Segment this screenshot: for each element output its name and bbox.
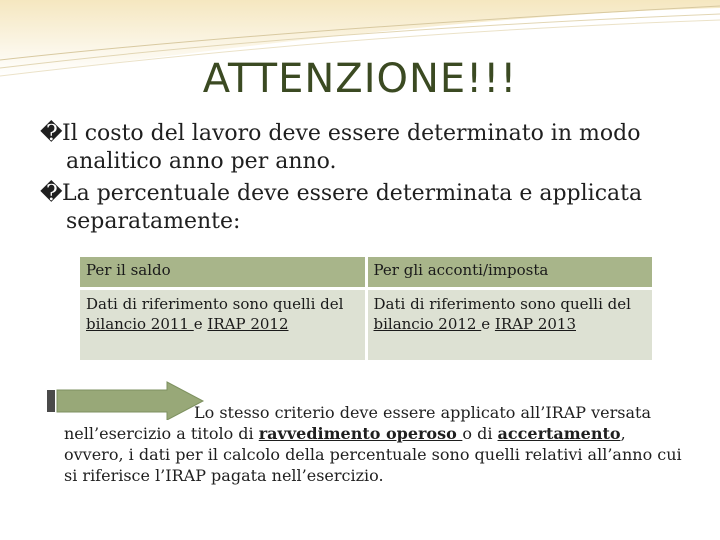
table-header-row	[80, 257, 652, 290]
reference-table	[77, 257, 655, 363]
cell-text: e	[481, 315, 495, 333]
accertamento-text: accertamento	[497, 424, 621, 443]
note-text: , ovvero, i dati per il calcolo della percentuale sono quelli relativi all’anno cui si riferisce l’IRAP pagata nell’esercizio.	[64, 424, 682, 485]
bullet-icon: �	[40, 181, 63, 206]
bullet-item	[40, 180, 700, 236]
bullet-list	[40, 120, 700, 240]
bullet-text: Il costo del lavoro deve essere determinato in modo analitico anno per anno.	[62, 121, 641, 174]
table-cell-saldo	[80, 290, 365, 363]
table-header-acconti: Per gli acconti/imposta	[368, 257, 653, 290]
note-text: Lo stesso criterio deve essere applicato all’IRAP versata nell’esercizio a titolo di	[64, 403, 651, 443]
page-title: ATTENZIONE!!!	[202, 56, 518, 102]
bullet-icon: �	[40, 121, 63, 146]
table-cell-acconti	[368, 290, 653, 363]
irap-2012-text: IRAP 2012	[207, 315, 289, 333]
ravvedimento-operoso-text: ravvedimento operoso	[258, 424, 463, 443]
bilancio-2011-text: bilancio 2011	[86, 315, 194, 333]
bullet-item	[40, 120, 700, 176]
cell-text: Dati di riferimento sono quelli del	[373, 295, 631, 313]
cell-text: e	[193, 315, 208, 333]
irap-2013-text: IRAP 2013	[494, 315, 576, 333]
note-paragraph	[64, 402, 684, 486]
cell-text: Dati di riferimento sono quelli del	[86, 295, 344, 313]
bilancio-2012-text: bilancio 2012	[373, 315, 482, 333]
table-row	[80, 290, 652, 363]
table-header-saldo: Per il saldo	[80, 257, 365, 290]
bullet-text: La percentuale deve essere determinata e applicata separatamente:	[62, 181, 643, 234]
note-text: o di	[462, 424, 498, 443]
